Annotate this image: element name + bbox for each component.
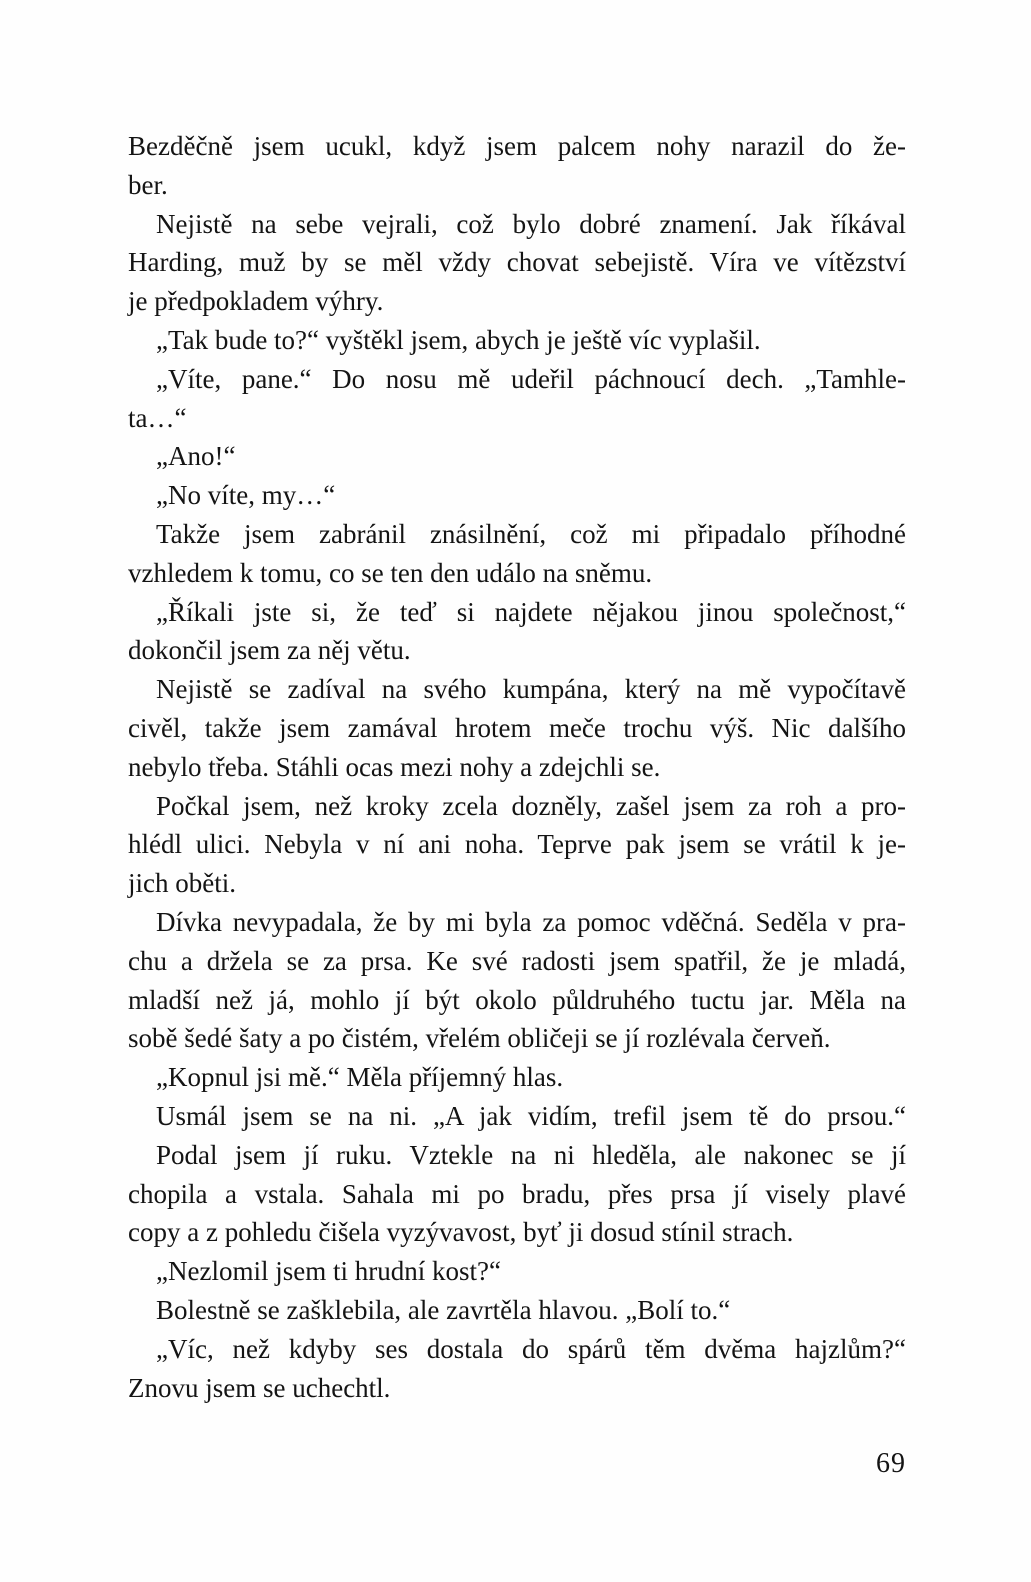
paragraph — [128, 1058, 906, 1097]
text-line: Nejistě se zadíval na svého kumpána, který na mě vypočítavě — [156, 674, 906, 705]
text-line: civěl, takže jsem zamával hrotem meče trochu výš. Nic dalšího — [128, 712, 906, 743]
text-line: „Víc, než kdyby ses dostala do spárů těm dvěma hajzlům?“ — [156, 1333, 906, 1364]
paragraph — [128, 1097, 906, 1136]
text-line: Takže jsem zabránil znásilnění, což mi připadalo příhodné — [156, 518, 906, 549]
paragraph — [128, 593, 906, 671]
text-line: „Nezlomil jsem ti hrudní kost?“ — [156, 1256, 501, 1287]
text-line: vzhledem k tomu, co se ten den událo na sněmu. — [128, 557, 653, 588]
text-line: chu a držela se za prsa. Ke své radosti jsem spatřil, že je mladá, — [128, 945, 906, 976]
text-line: Bezděčně jsem ucukl, když jsem palcem nohy narazil do že- — [128, 131, 906, 161]
paragraph — [128, 1330, 906, 1408]
text-line: Dívka nevypadala, že by mi byla za pomoc vděčná. Seděla v pra- — [156, 906, 906, 937]
text-line: Podal jsem jí ruku. Vztekle na ni hleděla, ale nakonec se jí — [156, 1139, 906, 1170]
paragraph — [128, 1252, 906, 1291]
paragraph — [128, 903, 906, 1058]
text-line: Harding, muž by se měl vždy chovat sebejistě. Víra ve vítězství — [128, 247, 906, 278]
text-line: ta…“ — [128, 402, 187, 433]
text-line: ber. — [128, 169, 168, 200]
text-line: Nejistě na sebe vejrali, což bylo dobré znamení. Jak říkával — [156, 208, 906, 239]
paragraph — [128, 1136, 906, 1252]
text-line: je předpokladem výhry. — [128, 286, 384, 317]
paragraph — [128, 476, 906, 515]
text-line: nebylo třeba. Stáhli ocas mezi nohy a zdejchli se. — [128, 751, 661, 782]
paragraph — [128, 515, 906, 593]
body-text — [128, 127, 906, 1407]
text-line: sobě šedé šaty a po čistém, vřelém obličeji se jí rozlévala červeň. — [128, 1023, 831, 1054]
text-line: hlédl ulici. Nebyla v ní ani noha. Teprve pak jsem se vrátil k je- — [128, 829, 906, 860]
page-number: 69 — [876, 1448, 906, 1479]
text-line: Znovu jsem se uchechtl. — [128, 1372, 391, 1403]
paragraph — [128, 787, 906, 903]
text-line: „Říkali jste si, že teď si najdete nějakou jinou společnost,“ — [156, 596, 906, 627]
paragraph — [128, 437, 906, 476]
text-line: „Tak bude to?“ vyštěkl jsem, abych je ještě víc vyplašil. — [156, 324, 761, 355]
paragraph — [128, 1291, 906, 1330]
text-line: chopila a vstala. Sahala mi po bradu, přes prsa jí visely plavé — [128, 1178, 906, 1209]
text-line: Počkal jsem, než kroky zcela dozněly, zašel jsem za roh a pro- — [156, 790, 906, 821]
paragraph — [128, 670, 906, 786]
paragraph — [128, 205, 906, 321]
text-line: Bolestně se zašklebila, ale zavrtěla hlavou. „Bolí to.“ — [156, 1294, 731, 1325]
paragraph — [128, 321, 906, 360]
text-line: mladší než já, mohlo jí být okolo půldruhého tuctu jar. Měla na — [128, 984, 906, 1015]
text-line: Usmál jsem se na ni. „A jak vidím, trefil jsem tě do prsou.“ — [156, 1100, 906, 1131]
text-line: „Ano!“ — [156, 441, 236, 472]
paragraph — [128, 360, 906, 438]
text-line: „No víte, my…“ — [156, 480, 336, 511]
text-line: „Víte, pane.“ Do nosu mě udeřil páchnoucí dech. „Tamhle- — [156, 363, 906, 394]
text-line: „Kopnul jsi mě.“ Měla příjemný hlas. — [156, 1062, 564, 1093]
text-line: copy a z pohledu čišela vyzývavost, byť ji dosud stínil strach. — [128, 1217, 794, 1248]
text-line: jich oběti. — [128, 868, 236, 899]
paragraph — [128, 127, 906, 205]
text-line: dokončil jsem za něj větu. — [128, 635, 411, 666]
